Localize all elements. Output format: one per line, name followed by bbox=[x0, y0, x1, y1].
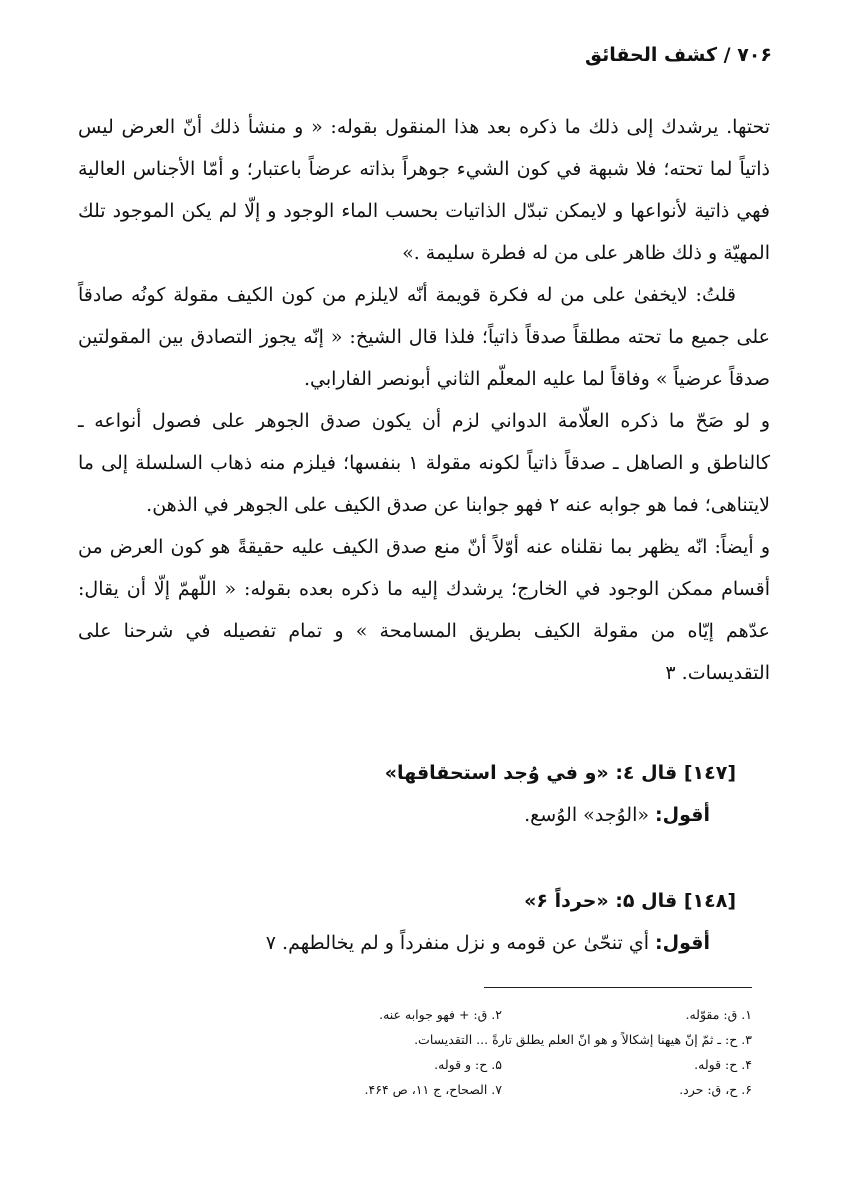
commentary-text: «الوُجد» الوُسع. bbox=[524, 804, 649, 826]
footnote: ٢. ق: + فهو جوابه عنه. bbox=[379, 1007, 502, 1022]
paragraph: قلتُ: لايخفىٰ على من له فكرة قويمة أنّه لايلزم من كون الكيف مقولة كونُه صادقاً على جميع ما تحته مطلقاً صدقاً ذاتياً؛ فلذا قال الشيخ: « إنّه يجوز التصادق بين المقولتين صدقاً عرضياً » وفاقاً لما عليه المعلّم الثاني أبونصر الفارابي. bbox=[78, 284, 770, 390]
commentary bbox=[78, 794, 736, 836]
footnote-row bbox=[132, 1052, 752, 1077]
footnotes bbox=[132, 1002, 752, 1102]
commentary-label: أقول: bbox=[655, 804, 710, 826]
section-147 bbox=[78, 752, 736, 836]
section-heading: [١٤٧] قال ٤: «و في وُجد استحقاقها» bbox=[384, 762, 736, 784]
footnote-row bbox=[132, 1077, 752, 1102]
main-text bbox=[78, 106, 770, 694]
footnote-row bbox=[132, 1027, 752, 1052]
footnote: ١. ق: مقوّله. bbox=[685, 1007, 752, 1022]
commentary-label: أقول: bbox=[655, 932, 710, 954]
paragraph: و لو صَحّ ما ذكره العلّامة الدواني لزم أن يكون صدق الجوهر على فصول أنواعه ـ كالناطق و الصاهل ـ صدقاً ذاتياً لكونه مقولة ١ بنفسها؛ فيلزم منه ذهاب السلسلة إلى ما لايتناهى؛ فما هو جوابه عنه ٢ فهو جوابنا عن صدق الكيف على الجوهر في الذهن. bbox=[78, 410, 770, 516]
footnote: ۶. ح، ق: حرد. bbox=[679, 1082, 752, 1097]
footnote: ۴. ح: قوله. bbox=[694, 1057, 752, 1072]
paragraph: و أيضاً: انّه يظهر بما نقلناه عنه أوّلاً أنّ منع صدق الكيف عليه حقيقةً هو كون العرض من أقسام ممكن الوجود في الخارج؛ يرشدك إليه ما ذكره بعده بقوله: « اللّهمّ إلّا أن يقال: عدّهم إيّاه من مقولة الكيف بطريق المسامحة » و تمام تفصيله في شرحنا على التقديسات. ٣ bbox=[78, 536, 770, 684]
footnote-row bbox=[132, 1002, 752, 1027]
running-head: ٧٠۶ / کشف الحقائق bbox=[584, 44, 772, 66]
footnote-divider bbox=[484, 987, 752, 988]
section-148 bbox=[78, 880, 736, 964]
section-heading: [١٤٨] قال ۵: «حرداً ۶» bbox=[524, 890, 736, 912]
footnote: ٣. ح: ـ ثمّ إنّ هيهنا إشكالاً و هو انّ العلم يطلق تارةً ... التقديسات. bbox=[414, 1032, 752, 1047]
paragraph: تحتها. يرشدك إلى ذلك ما ذكره بعد هذا المنقول بقوله: « و منشأ ذلك أنّ العرض ليس ذاتياً لما تحته؛ فلا شبهة في كون الشيء جوهراً بذاته عرضاً باعتبار؛ و أمّا الأجناس العالية فهي ذاتية لأنواعها و لايمكن تبدّل الذاتيات بحسب الماء الوجود و إلّا لم يكن الموجود تلك المهيّة و ذلك ظاهر على من له فطرة سليمة .» bbox=[78, 116, 770, 264]
footnote: ۵. ح: و قوله. bbox=[434, 1057, 502, 1072]
commentary-text: أي تنحّىٰ عن قومه و نزل منفرداً و لم يخالطهم. ٧ bbox=[265, 932, 649, 954]
commentary bbox=[78, 922, 736, 964]
footnote: ٧. الصحاح، ج ١١، ص ۴۶۴. bbox=[364, 1082, 502, 1097]
